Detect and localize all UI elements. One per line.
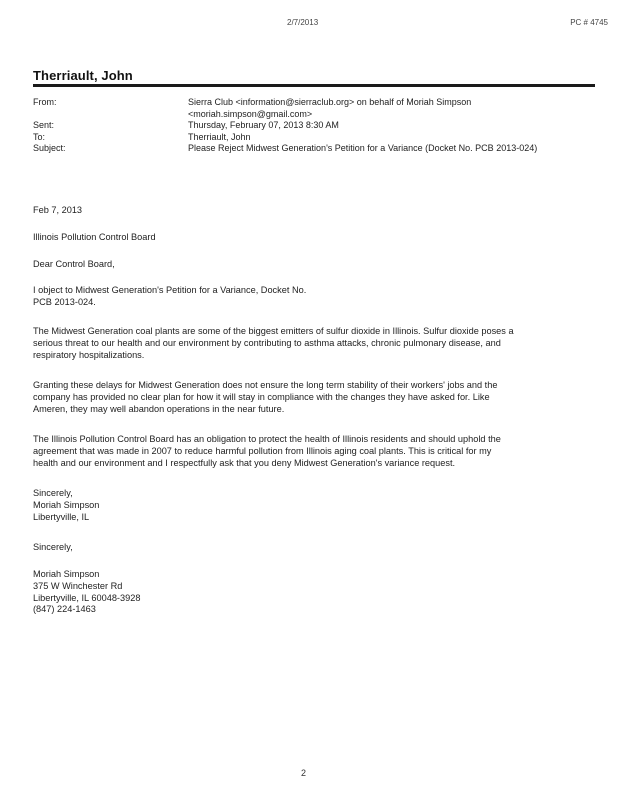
paragraph-line: Granting these delays for Midwest Generation does not ensure the long term stability of their workers' jobs and the: [33, 380, 498, 390]
page-header-date: 2/7/2013: [287, 18, 319, 27]
from-label: From:: [33, 97, 57, 107]
subject-row: [33, 143, 593, 155]
closing-word-2: Sincerely,: [33, 542, 73, 552]
paragraph-line: respiratory hospitalizations.: [33, 349, 145, 360]
from-row: [33, 97, 593, 109]
objection-line: I object to Midwest Generation's Petition for a Variance, Docket No.: [33, 285, 307, 295]
to-label: To:: [33, 131, 46, 142]
letter-date: Feb 7, 2013: [33, 205, 83, 215]
sent-label: Sent:: [33, 120, 55, 130]
to-row: [33, 132, 593, 144]
paragraph-3: [33, 434, 595, 469]
closing-word: Sincerely,: [33, 488, 73, 498]
paragraph-line: company has provided no clear plan for how it will stay in compliance with the changes they have asked for. Like: [33, 391, 490, 402]
paragraph-line: health and our environment and I respectfully ask that you deny Midwest Generation's variance request.: [33, 457, 456, 468]
paragraph-line: agreement that was made in 2007 to reduce harmful pollution from Illinois aging coal plants. This is critical for my: [33, 445, 492, 456]
from-value: Sierra Club <information@sierraclub.org> on behalf of Moriah Simpson: [188, 97, 472, 107]
email-header-fields: [33, 97, 593, 155]
letter-recipient: Illinois Pollution Control Board: [33, 232, 156, 242]
objection-paragraph: [33, 285, 595, 309]
paragraph-1: [33, 326, 595, 361]
subject-label: Subject:: [33, 143, 66, 153]
sent-value: Thursday, February 07, 2013 8:30 AM: [188, 120, 339, 130]
from-email: <moriah.simpson@gmail.com>: [188, 108, 313, 119]
paragraph-line: serious threat to our health and our environment by contributing to asthma attacks, chronic pulmonary disease, and: [33, 337, 501, 348]
paragraph-line: The Midwest Generation coal plants are some of the biggest emitters of sulfur dioxide in Illinois. Sulfur dioxide poses a: [33, 326, 514, 336]
signature-name: Moriah Simpson: [33, 569, 100, 579]
signature-block: [33, 569, 595, 616]
closing-name: Moriah Simpson: [33, 499, 100, 510]
signature-address-line2: Libertyville, IL 60048-3928: [33, 592, 141, 603]
signature-phone: (847) 224-1463: [33, 604, 96, 615]
paragraph-line: Ameren, they may well abandon operations in the near future.: [33, 403, 285, 414]
header-divider: [33, 84, 595, 87]
objection-line: PCB 2013-024.: [33, 296, 96, 307]
sent-row: [33, 120, 593, 132]
closing-block-1: [33, 488, 595, 523]
signature-address-line1: 375 W Winchester Rd: [33, 580, 123, 591]
paragraph-line: The Illinois Pollution Control Board has an obligation to protect the health of Illinois residents and should uphold the: [33, 434, 501, 444]
page-number: 2: [301, 768, 307, 778]
page-header-code: PC # 4745: [570, 18, 608, 27]
closing-city: Libertyville, IL: [33, 511, 90, 522]
subject-value: Please Reject Midwest Generation's Petition for a Variance (Docket No. PCB 2013-024): [188, 143, 538, 153]
letter-salutation: Dear Control Board,: [33, 259, 115, 269]
to-value: Therriault, John: [188, 131, 251, 142]
sender-name: Therriault, John: [33, 68, 133, 83]
from-email-row: [33, 109, 593, 121]
paragraph-2: [33, 380, 595, 415]
